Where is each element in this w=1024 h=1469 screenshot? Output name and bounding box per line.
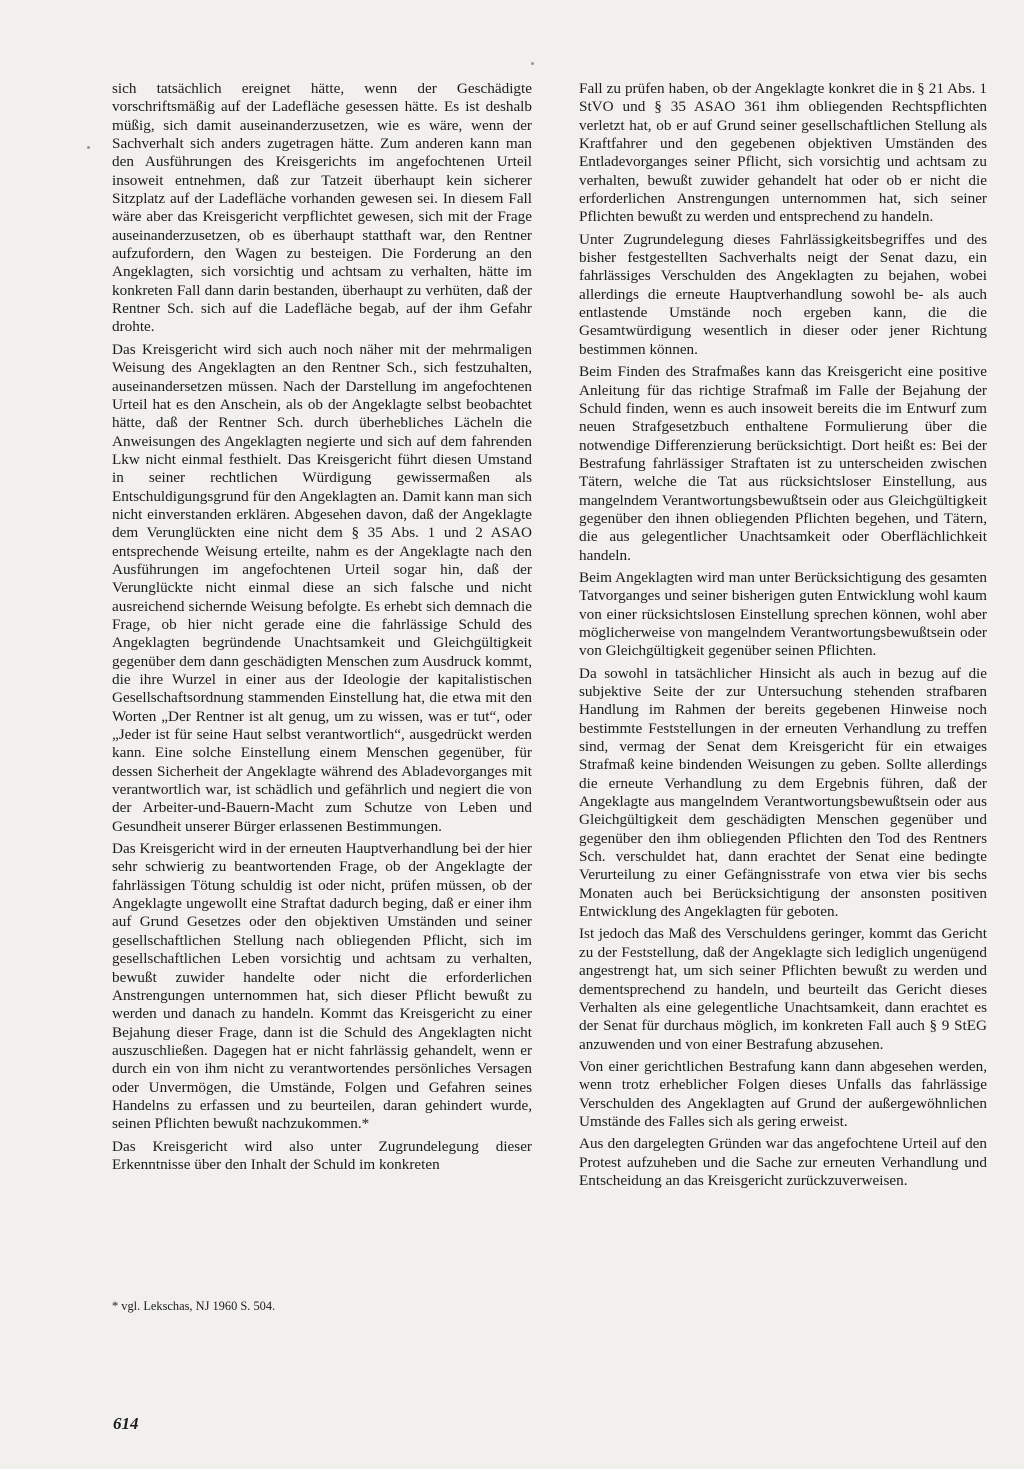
paragraph: Ist jedoch das Maß des Verschuldens geringer, kommt das Gericht zu der Feststellung, daß der Angeklagte sich lediglich ungenügend angestrengt hat, um sich seiner Pflichten bewußt zu werden und dementsprechend zu handeln, und beurteilt das Gericht dieses Verhalten als eine gelegentliche Unachtsamkeit, dann erachtet es der Senat für durchaus möglich, im konkreten Fall auch § 9 StEG anzuwenden und von einer Bestrafung abzusehen.	[579, 925, 987, 1053]
paragraph: Das Kreisgericht wird in der erneuten Hauptverhandlung bei der hier sehr schwierig zu beantwortenden Frage, ob der Angeklagte der fahrlässigen Tötung schuldig ist oder nicht, prüfen müssen, ob der Angeklagte ungewollt eine Straftat dadurch beging, daß er einer ihm auf Grund Gesetzes oder den objektiven Umständen und seiner gesellschaftlichen Stellung nach obliegenden Pflicht, sich im gesellschaftlichen Leben vorsichtig und achtsam zu verhalten, bewußt zuwider handelte oder nicht die erforderlichen Anstrengungen unternommen hat, sich dieser Pflicht bewußt zu werden und danach zu handeln. Kommt das Kreisgericht zu einer Bejahung dieser Frage, dann ist die Schuld des Angeklagten nicht auszuschließen. Dagegen hat er nicht fahrlässig gehandelt, wenn er durch ein von ihm nicht zu verantwortendes persönliches Versagen oder Unvermögen, die Umstände, Folgen und Gefahren seines Handelns zu erfassen und zu beurteilen, daran gehindert wurde, seinen Pflichten bewußt nachzukommen.*	[112, 840, 532, 1133]
paragraph: Beim Finden des Strafmaßes kann das Kreisgericht eine positive Anleitung für das richtige Strafmaß im Falle der Bejahung der Schuld finden, wenn es auch insoweit bereits die im Entwurf zum neuen Strafgesetzbuch enthaltene Formulierung über die notwendige Differenzierung berücksichtigt. Dort heißt es: Bei der Bestrafung fahrlässiger Straftaten ist zu unterscheiden zwischen Tätern, welche die Tat aus rücksichtsloser Einstellung, aus mangelndem Verantwortungsbewußtsein oder aus Gleichgültigkeit gegenüber den ihnen obliegenden Pflichten begehen, und Tätern, die aus gelegentlicher Unachtsamkeit oder Oberflächlichkeit handeln.	[579, 363, 987, 564]
paragraph: Das Kreisgericht wird sich auch noch näher mit der mehrmaligen Weisung des Angeklagten an den Rentner Sch., sich festzuhalten, auseinandersetzen müssen. Nach der Darstellung im angefochtenen Urteil hat es den Anschein, als ob der Angeklagte selbst beobachtet hätte, daß der Rentner Sch. durch überhebliches Lächeln die Anweisungen des Angeklagten negierte und sich auf dem fahrenden Lkw nicht einmal festhielt. Das Kreisgericht führt diesen Umstand in seiner rechtlichen Würdigung gewissermaßen als Entschuldigungsgrund für den Angeklagten an. Damit kann man sich nicht einverstanden erklären. Abgesehen davon, daß der Angeklagte dem Verunglückten eine nicht dem § 35 Abs. 1 und 2 ASAO entsprechende Weisung erteilte, nahm es der Angeklagte nach den Ausführungen im angefochtenen Urteil sogar hin, daß der Verunglückte nicht einmal diese an sich falsche und nicht ausreichend sichernde Weisung befolgte. Es erhebt sich demnach die Frage, ob hier nicht gerade eine die fahrlässige Schuld des Angeklagten begründende Unachtsamkeit und Gleichgültigkeit gegenüber dem dann geschädigten Menschen zum Ausdruck kommt, die ihre Wurzel in einer aus der Ideologie der kapitalistischen Gesellschaftsordnung stammenden Einstellung hat, die etwa mit den Worten „Der Rentner ist alt genug, um zu wissen, was er tut“, oder „Jeder ist für seine Haut selbst verantwortlich“, ausgedrückt werden kann. Eine solche Einstellung einem Menschen gegenüber, für dessen Sicherheit der Angeklagte während des Abladevorganges mit verantwortlich war, ist schädlich und gefährlich und negiert die von der Arbeiter-und-Bauern-Macht zum Schutze von Leben und Gesundheit unserer Bürger erlassenen Bestimmungen.	[112, 340, 532, 835]
scan-speck	[531, 62, 534, 65]
scan-speck	[87, 146, 90, 149]
paragraph: Beim Angeklagten wird man unter Berücksichtigung des gesamten Tatvorganges und seiner bisherigen guten Entwicklung wohl kaum von einer rücksichtslosen Einstellung sprechen können, wohl aber möglicherweise von mangelndem Verantwortungsbewußtsein oder von Gleichgültigkeit gegenüber seinen Pflichten.	[579, 568, 987, 660]
footnote: * vgl. Lekschas, NJ 1960 S. 504.	[112, 1299, 276, 1313]
paragraph: Von einer gerichtlichen Bestrafung kann dann abgesehen werden, wenn trotz erheblicher Folgen dieses Unfalls das fahrlässige Verschulden des Angeklagten auf Grund der außergewöhnlichen Umstände des Falles sich als gering erweist.	[579, 1057, 987, 1130]
paragraph: sich tatsächlich ereignet hätte, wenn der Geschädigte vorschriftsmäßig auf der Ladefläche gesessen hätte. Es ist deshalb müßig, sich damit auseinanderzusetzen, wie es wäre, wenn der Sachverhalt sich anders zugetragen hätte. Zum anderen kann man den Ausführungen des Kreisgerichts im angefochtenen Urteil insoweit entnehmen, daß zur Tatzeit überhaupt kein sicherer Sitzplatz auf der Ladefläche vorhanden gewesen sei. In diesem Fall wäre aber das Kreisgericht verpflichtet gewesen, sich mit der Frage auseinanderzusetzen, ob es überhaupt statthaft war, den Rentner aufzufordern, den Wagen zu besteigen. Die Forderung an den Angeklagten, sich vorsichtig und achtsam zu verhalten, hätte im konkreten Fall dann darin bestanden, überhaupt zu verhüten, daß der Rentner Sch. sich auf die Ladefläche begab, auf der ihm Gefahr drohte.	[112, 80, 532, 336]
paragraph: Fall zu prüfen haben, ob der Angeklagte konkret die in § 21 Abs. 1 StVO und § 35 ASAO 361 ihm obliegenden Rechtspflichten verletzt hat, ob er auf Grund seiner gesellschaftlichen Stellung als Kraftfahrer und den gegebenen objektiven Umständen des Entladevorganges seiner Pflicht, sich vorsichtig und achtsam zu verhalten, bewußt zuwider gehandelt hat oder ob er nicht die erforderlichen Anstrengungen unternommen hat, sich seiner Pflichten bewußt zu werden und entsprechend zu handeln.	[579, 80, 987, 226]
right-column	[579, 80, 987, 1194]
paragraph: Da sowohl in tatsächlicher Hinsicht als auch in bezug auf die subjektive Seite der zur Untersuchung stehenden strafbaren Handlung im Rahmen der bereits gegebenen Hinweise noch bestimmte Feststellungen in der erneuten Verhandlung zu treffen sind, vermag der Senat dem Kreisgericht für ein etwaiges Strafmaß keine bindenden Weisungen zu geben. Sollte allerdings die erneute Verhandlung zu dem Ergebnis führen, daß der Angeklagte aus mangelndem Verantwortungsbewußtsein oder aus Gleichgültigkeit dem geschädigten Menschen gegenüber und gegenüber den ihm obliegenden Pflichten den Tod des Rentners Sch. verschuldet hat, dann erachtet der Senat eine bedingte Verurteilung zu einer Gefängnisstrafe von etwa vier bis sechs Monaten auch bei Berücksichtigung der ansonsten positiven Entwicklung des Angeklagten für geboten.	[579, 664, 987, 921]
paragraph: Aus den dargelegten Gründen war das angefochtene Urteil auf den Protest aufzuheben und die Sache zur erneuten Verhandlung und Entscheidung an das Kreisgericht zurückzuverweisen.	[579, 1135, 987, 1189]
left-column	[112, 80, 532, 1178]
paragraph: Das Kreisgericht wird also unter Zugrundelegung dieser Erkenntnisse über den Inhalt der Schuld im konkreten	[112, 1137, 532, 1173]
page-number: 614	[113, 1414, 139, 1433]
paragraph: Unter Zugrundelegung dieses Fahrlässigkeitsbegriffes und des bisher festgestellten Sachverhalts neigt der Senat dazu, ein fahrlässiges Verschulden des Angeklagten zu bejahen, wobei allerdings die erneute Hauptverhandlung sowohl be- als auch entlastende Umstände noch ergeben kann, die die Gesamtwürdigung wesentlich in dieser oder jener Richtung bestimmen können.	[579, 230, 987, 358]
